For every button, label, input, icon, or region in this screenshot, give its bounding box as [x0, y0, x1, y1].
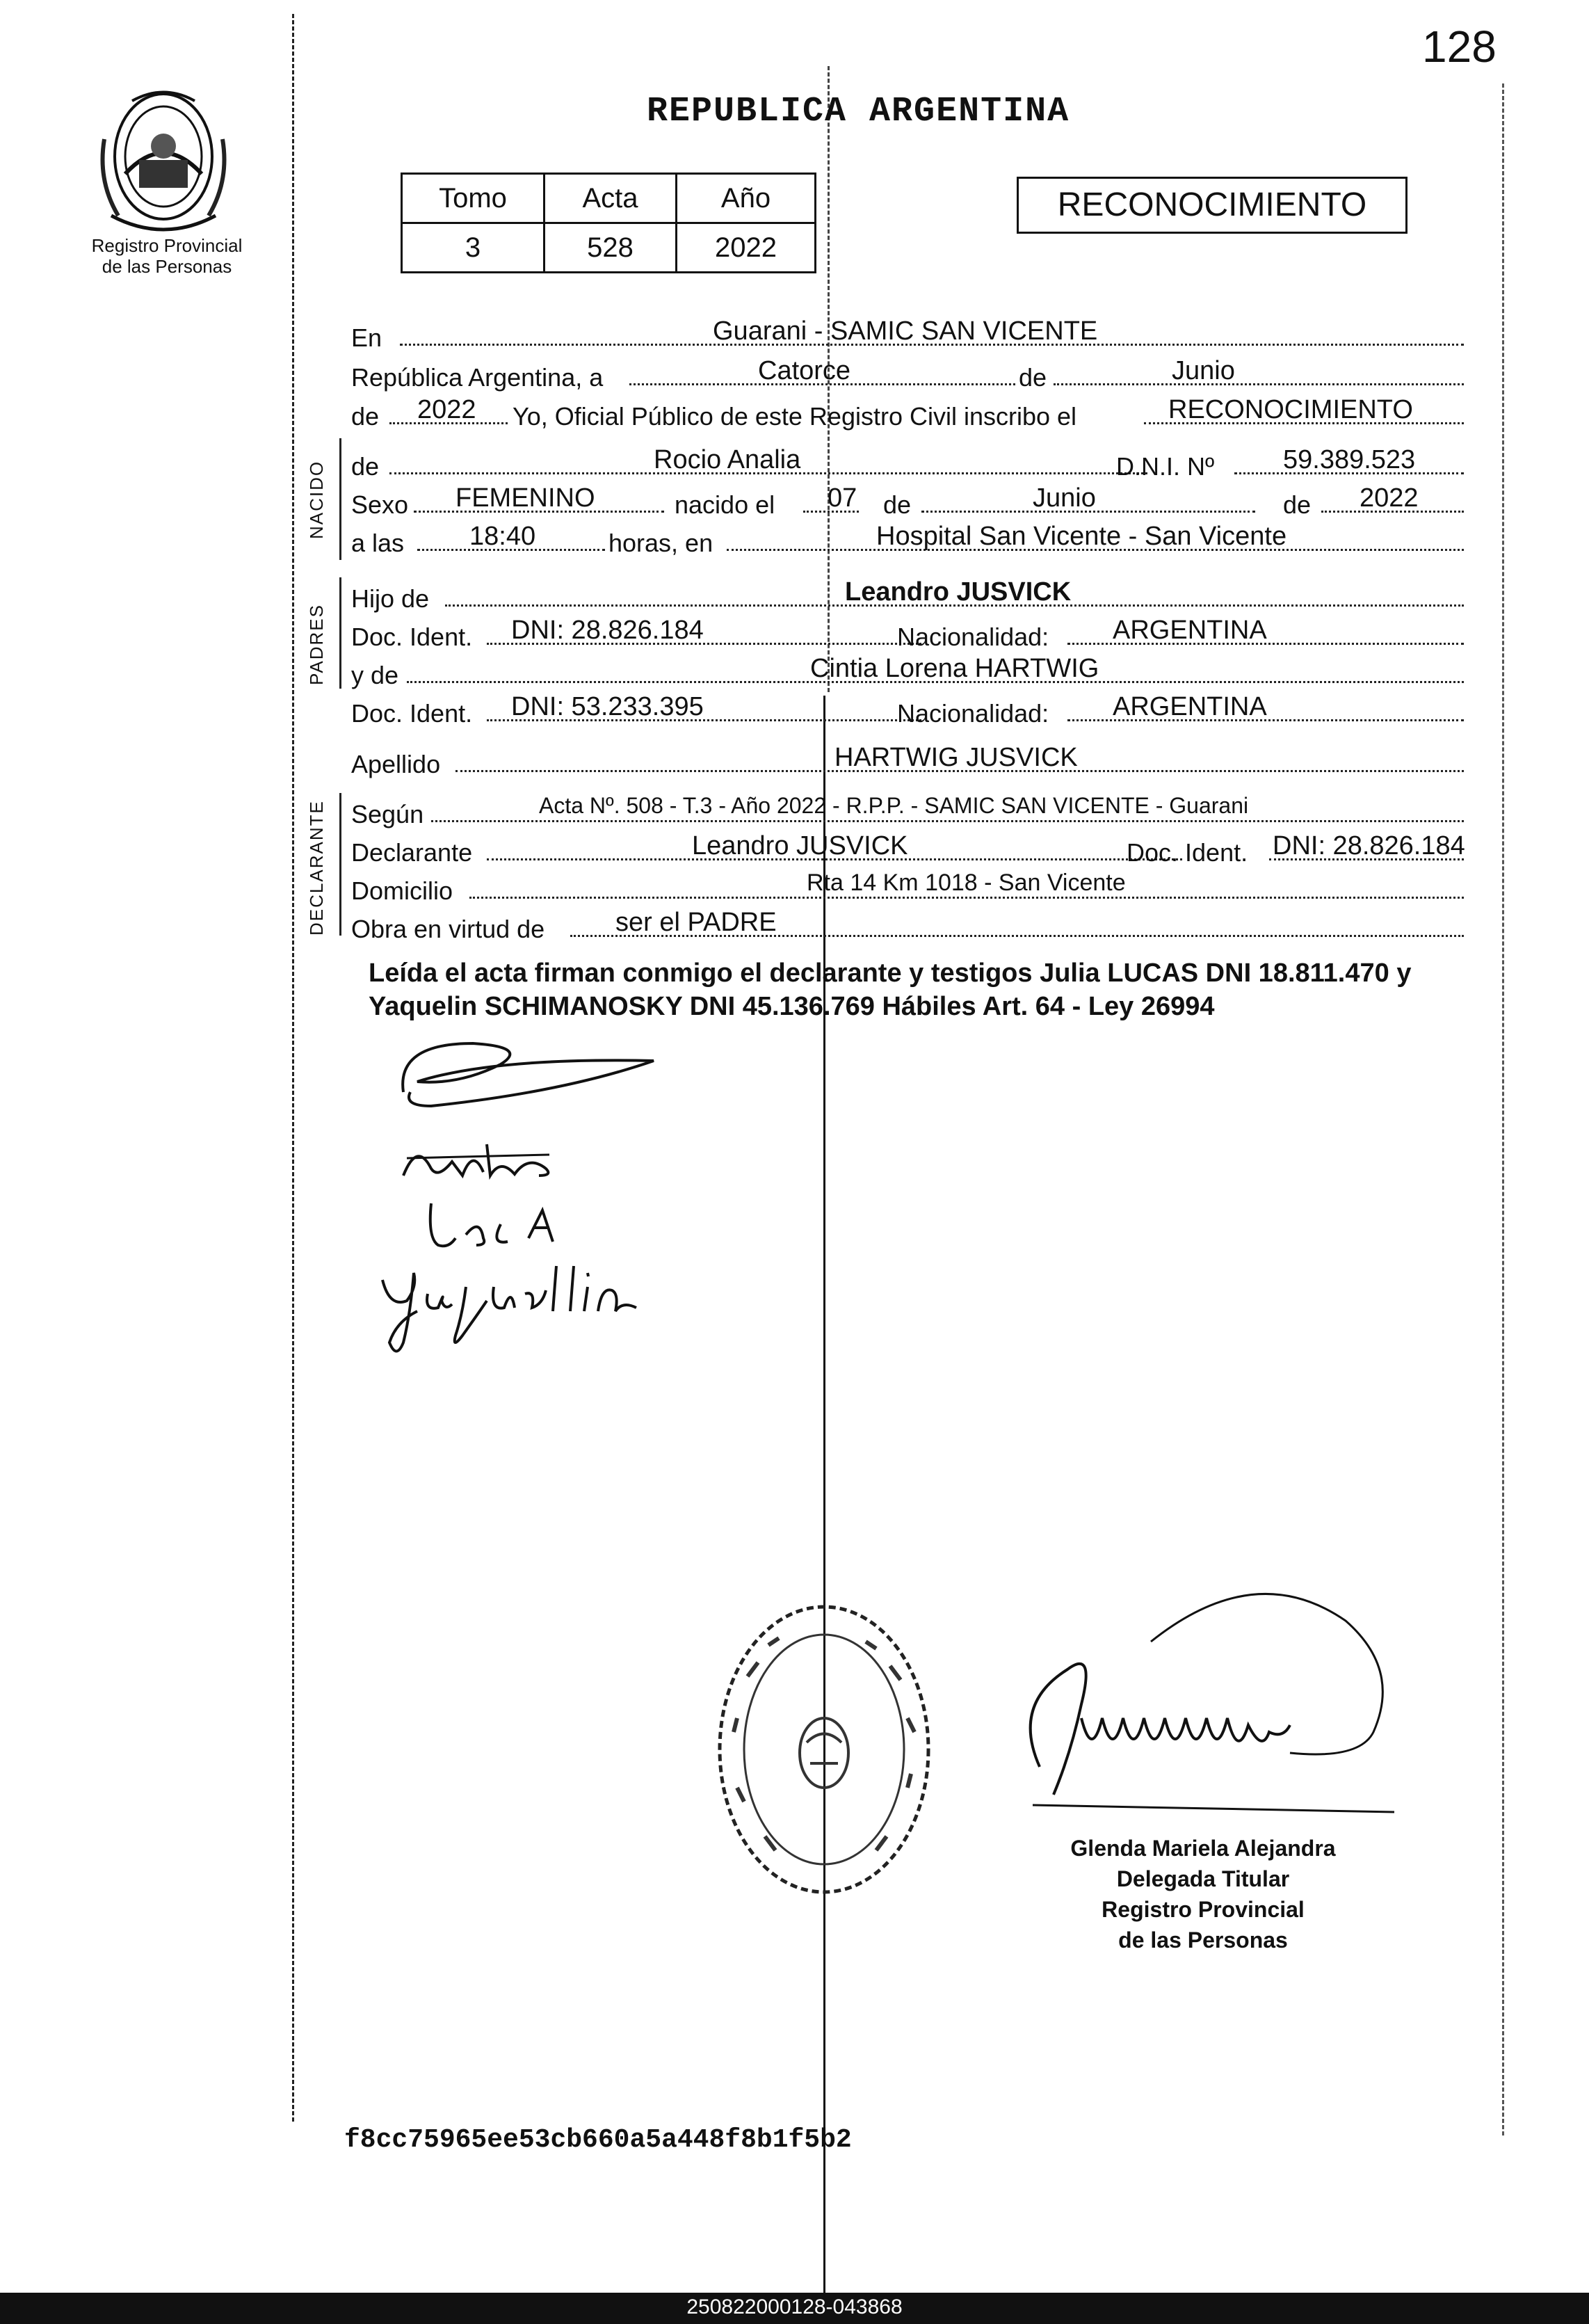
value-father-doc: DNI: 28.826.184 [511, 616, 704, 645]
value-sexo: FEMENINO [455, 483, 595, 513]
official-signature [942, 1530, 1429, 1854]
label-doc-mother: Doc. Ident. [351, 699, 473, 728]
stamp-line-office: Registro Provincial [1102, 1897, 1305, 1922]
label-de-year: de [351, 402, 380, 431]
left-margin-line [292, 14, 294, 2122]
declarante-side-bar [339, 793, 341, 936]
logo-caption-line-2: de las Personas [102, 256, 232, 277]
label-de: de [1019, 363, 1047, 392]
table-value-acta: 528 [545, 223, 677, 273]
stamp-line-role: Delegada Titular [1116, 1866, 1290, 1891]
value-month: Junio [1172, 356, 1235, 385]
row-mother-doc [351, 692, 1471, 728]
official-stamp-text [1029, 1833, 1377, 1955]
value-year: 2022 [417, 395, 476, 424]
signature-mother [396, 1127, 563, 1193]
row-en [351, 316, 1471, 353]
label-nacionalidad: Nacionalidad: [897, 623, 1049, 651]
value-doc-declarante: DNI: 28.826.184 [1273, 831, 1465, 860]
label-de-year2: de [1283, 490, 1312, 519]
row-father [351, 577, 1471, 614]
label-sexo: Sexo [351, 490, 409, 519]
record-table [401, 173, 816, 273]
table-value-tomo: 3 [402, 223, 545, 273]
label-republica: República Argentina, a [351, 363, 604, 392]
row-official [351, 395, 1471, 431]
row-apellido [351, 743, 1471, 779]
value-day: Catorce [758, 356, 851, 385]
label-obra: Obra en virtud de [351, 915, 545, 943]
stamp-line-office-2: de las Personas [1118, 1928, 1288, 1953]
label-nacido: nacido el [675, 490, 775, 519]
value-place: Hospital San Vicente - San Vicente [876, 522, 1287, 551]
value-father: Leandro JUSVICK [845, 577, 1072, 607]
value-apellido: HARTWIG JUSVICK [834, 743, 1078, 772]
label-doc-declarante: Doc. Ident. [1127, 838, 1248, 867]
table-header-tomo: Tomo [402, 174, 545, 223]
padres-side-bar [339, 577, 341, 689]
row-time [351, 522, 1471, 558]
label-hijo: Hijo de [351, 584, 430, 613]
value-birth-year: 2022 [1360, 483, 1419, 513]
value-father-nac: ARGENTINA [1113, 616, 1267, 645]
closing-statement: Leída el acta firman conmigo el declarante y testigos Julia LUCAS DNI 18.811.470 y Yaquelin SCHIMANOSKY DNI 45.136.769 Hábiles Art. 64 - Ley 26994 [369, 959, 1412, 1021]
table-header-acta: Acta [545, 174, 677, 223]
dots [431, 819, 1464, 822]
label-en: En [351, 323, 382, 352]
label-domicilio: Domicilio [351, 876, 453, 905]
footer-code: 250822000128-043868 [686, 2295, 903, 2318]
value-child-name: Rocio Analia [654, 445, 801, 474]
official-seal-stamp [706, 1593, 942, 1909]
page-number: 128 [1422, 22, 1497, 72]
row-date [351, 356, 1471, 392]
value-child-dni: 59.389.523 [1283, 445, 1416, 474]
document-title: REPUBLICA ARGENTINA [647, 92, 1070, 131]
logo-caption-line-1: Registro Provincial [91, 235, 243, 256]
label-alas: a las [351, 529, 405, 557]
label-nacionalidad-mother: Nacionalidad: [897, 699, 1049, 728]
value-birth-day: 07 [828, 483, 857, 513]
row-domicilio [351, 870, 1471, 906]
row-father-doc [351, 616, 1471, 652]
label-apellido: Apellido [351, 750, 441, 778]
value-birth-month: Junio [1033, 483, 1096, 513]
label-yde: y de [351, 661, 399, 689]
label-de-month: de [883, 490, 912, 519]
right-margin-line [1502, 83, 1504, 2135]
signature-declarante [389, 1016, 681, 1116]
value-mother-nac: ARGENTINA [1113, 692, 1267, 721]
label-horas: horas, en [608, 529, 713, 557]
row-obra [351, 908, 1471, 944]
dots [1054, 383, 1464, 385]
value-mother: Cintia Lorena HARTWIG [810, 654, 1099, 683]
label-segun: Según [351, 800, 424, 828]
value-mother-doc: DNI: 53.233.395 [511, 692, 704, 721]
document-hash: f8cc75965ee53cb660a5a448f8b1f5b2 [344, 2125, 852, 2155]
nacido-side-label: NACIDO [306, 460, 327, 539]
province-seal-logo [83, 77, 243, 240]
logo-caption [73, 235, 261, 277]
value-act: RECONOCIMIENTO [1168, 395, 1413, 424]
label-declarante: Declarante [351, 838, 473, 867]
signature-witness-lucas [417, 1196, 577, 1263]
row-segun [351, 793, 1471, 829]
label-de-name: de [351, 452, 380, 481]
value-en: Guarani - SAMIC SAN VICENTE [713, 316, 1098, 346]
value-obra: ser el PADRE [615, 908, 777, 937]
signature-witness-yaquelin [376, 1259, 681, 1367]
declarante-side-label: DECLARANTE [306, 800, 327, 936]
row-sexo [351, 483, 1471, 520]
label-dni: D.N.I. Nº [1116, 452, 1215, 481]
value-time: 18:40 [469, 522, 536, 551]
row-declarante [351, 831, 1471, 867]
row-child-name [351, 445, 1471, 481]
value-segun: Acta Nº. 508 - T.3 - Año 2022 - R.P.P. - SAMIC SAN VICENTE - Guarani [539, 793, 1249, 818]
value-domicilio: Rta 14 Km 1018 - San Vicente [807, 870, 1126, 896]
stamp-line-name: Glenda Mariela Alejandra [1070, 1836, 1336, 1861]
table-value-ano: 2022 [677, 223, 816, 273]
padres-side-label: PADRES [306, 604, 327, 685]
nacido-side-bar [339, 438, 341, 560]
table-header-ano: Año [677, 174, 816, 223]
value-declarante: Leandro JUSVICK [692, 831, 908, 860]
document-type-box: RECONOCIMIENTO [1017, 177, 1407, 234]
label-doc: Doc. Ident. [351, 623, 473, 651]
label-official: Yo, Oficial Público de este Registro Civil inscribo el [513, 402, 1077, 431]
row-mother [351, 654, 1471, 690]
